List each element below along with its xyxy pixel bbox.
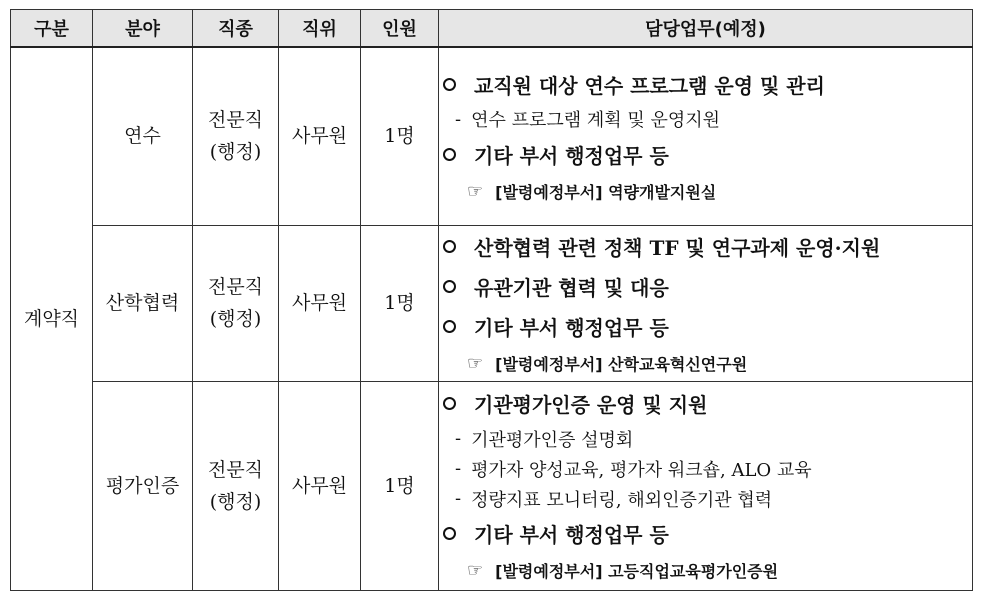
hollow-circle-icon [443, 78, 456, 91]
assigned-department [439, 346, 972, 380]
position-cell: 사무원 [279, 47, 361, 225]
header-duties: 담당업무(예정) [439, 10, 973, 48]
dash-icon: - [455, 488, 462, 509]
duty-item [439, 384, 972, 424]
header-row [11, 10, 973, 48]
field-cell: 연수 [93, 47, 193, 225]
duties-cell [439, 47, 973, 225]
duty-subitem [439, 104, 972, 134]
dash-icon: - [455, 428, 462, 449]
table-row [11, 47, 973, 225]
hollow-circle-icon [443, 240, 456, 253]
field-cell: 산학협력 [93, 225, 193, 381]
duty-text: 기타 부서 행정업무 등 [474, 143, 669, 168]
duty-text: 기관평가인증 운영 및 지원 [474, 393, 708, 417]
position-cell: 사무원 [279, 225, 361, 381]
assigned-department [439, 174, 972, 208]
duties-cell [439, 381, 973, 590]
header-job-type: 직종 [193, 10, 279, 48]
duty-subitem [439, 454, 972, 484]
job-type-line: 전문직 [207, 109, 264, 132]
job-type-line: (행정) [209, 141, 262, 164]
hollow-circle-icon [443, 320, 456, 333]
job-type-line: (행정) [209, 490, 262, 513]
recruitment-table [10, 9, 973, 591]
department-text: [발령예정부서] 역량개발지원실 [495, 182, 717, 202]
duty-text: 기타 부서 행정업무 등 [474, 523, 669, 547]
headcount-cell: 1명 [361, 381, 439, 590]
duties-cell [439, 225, 973, 381]
pointing-hand-icon: ☞ [467, 180, 484, 202]
duty-text: 유관기관 협력 및 대응 [474, 275, 669, 300]
hollow-circle-icon [443, 280, 456, 293]
dash-icon: - [455, 108, 462, 130]
duty-item [439, 226, 972, 266]
headcount-cell: 1명 [361, 47, 439, 225]
duty-item [439, 514, 972, 554]
duty-item [439, 306, 972, 346]
duty-subtext: 기관평가인증 설명회 [471, 429, 634, 451]
duty-item [439, 266, 972, 306]
job-type-line: 전문직 [207, 458, 264, 481]
header-field: 분야 [93, 10, 193, 48]
department-text: [발령예정부서] 산학교육혁신연구원 [495, 354, 748, 374]
header-category: 구분 [11, 10, 93, 48]
hollow-circle-icon [443, 148, 456, 161]
duty-item [439, 64, 972, 104]
category-cell: 계약직 [11, 47, 93, 590]
duty-subtext: 평가자 양성교육, 평가자 워크숍, ALO 교육 [471, 459, 812, 481]
field-cell: 평가인증 [93, 381, 193, 590]
job-type-line: (행정) [209, 308, 262, 330]
table-row [11, 381, 973, 590]
duty-text: 산학협력 관련 정책 TF 및 연구과제 운영·지원 [474, 235, 881, 260]
pointing-hand-icon: ☞ [467, 560, 484, 581]
duty-subtext: 연수 프로그램 계획 및 운영지원 [471, 110, 721, 132]
pointing-hand-icon: ☞ [467, 352, 484, 374]
hollow-circle-icon [443, 527, 456, 540]
duty-subtext: 정량지표 모니터링, 해외인증기관 협력 [471, 489, 773, 511]
job-type-cell [193, 381, 279, 590]
header-headcount: 인원 [361, 10, 439, 48]
job-type-line: 전문직 [207, 276, 264, 298]
job-type-cell [193, 225, 279, 381]
duty-subitem [439, 424, 972, 454]
assigned-department [439, 554, 972, 588]
table-row [11, 225, 973, 381]
duty-text: 교직원 대상 연수 프로그램 운영 및 관리 [474, 73, 825, 98]
position-cell: 사무원 [279, 381, 361, 590]
job-type-cell [193, 47, 279, 225]
duty-subitem [439, 484, 972, 514]
header-position: 직위 [279, 10, 361, 48]
duty-text: 기타 부서 행정업무 등 [474, 315, 669, 340]
department-text: [발령예정부서] 고등직업교육평가인증원 [495, 562, 779, 581]
hollow-circle-icon [443, 397, 456, 410]
headcount-cell: 1명 [361, 225, 439, 381]
duty-item [439, 134, 972, 174]
dash-icon: - [455, 458, 462, 479]
